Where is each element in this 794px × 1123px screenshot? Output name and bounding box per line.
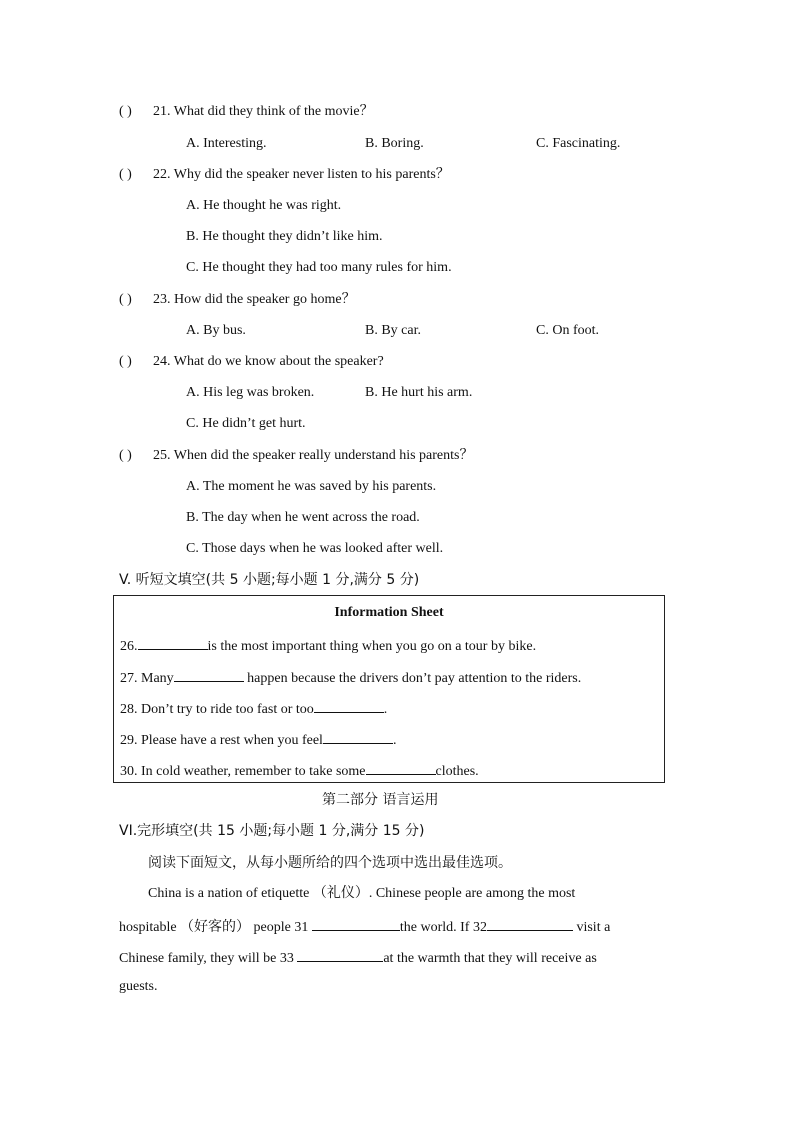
passage-line-3 [119,947,597,968]
fill-item-28 [120,698,387,719]
option-a: A. By bus. [186,323,246,338]
option-b: B. The day when he went across the road. [186,510,420,525]
passage-text: visit a [572,920,611,935]
item-suffix: happen because the drivers don’t pay attention to the riders. [243,671,582,686]
option-b: B. Boring. [365,136,424,151]
question-24 [119,353,384,371]
item-suffix: is the most important thing when you go on a tour by bike. [207,639,537,654]
passage-text: at the warmth that they will receive as [383,951,597,966]
item-suffix: . [383,702,388,717]
answer-blank[interactable] [314,698,384,713]
answer-blank[interactable] [138,635,208,650]
answer-paren: ( ) [119,167,132,182]
section-6-title: VI.完形填空(共 15 小题;每小题 1 分,满分 15 分) [119,823,425,839]
answer-blank[interactable] [323,729,393,744]
question-stem: 23. How did the speaker go home？ [153,292,356,307]
option-a: A. Interesting. [186,136,267,151]
option-b: B. By car. [365,323,421,338]
passage-text: the world. If 32 [399,920,487,935]
question-22 [119,166,450,184]
option-c: C. He thought they had too many rules for him. [186,260,452,275]
question-23 [119,291,356,309]
option-b: B. He hurt his arm. [365,385,473,400]
item-prefix: 26. [120,639,138,654]
passage-text: China is a nation of etiquette （礼仪）. Chinese people are among the most [148,886,576,901]
part-2-title: 第二部分 语言运用 [322,792,439,808]
answer-paren: ( ) [119,354,132,369]
passage-line-4: guests. [119,979,158,994]
cloze-blank-31[interactable] [312,916,400,931]
section-5-title: V. 听短文填空(共 5 小题;每小题 1 分,满分 5 分) [119,572,420,588]
option-b: B. He thought they didn’t like him. [186,229,383,244]
option-c: C. Those days when he was looked after well. [186,541,444,556]
question-25 [119,447,473,465]
option-c: C. On foot. [536,323,599,338]
item-suffix: . [392,733,397,748]
answer-blank[interactable] [174,667,244,682]
passage-text: hospitable （好客的） people 31 [119,920,312,935]
information-sheet [113,595,665,783]
option-a: A. His leg was broken. [186,385,315,400]
question-21 [119,103,374,121]
answer-paren: ( ) [119,292,132,307]
question-stem: 24. What do we know about the speaker? [153,354,384,369]
information-sheet-title: Information Sheet [334,605,444,620]
fill-item-29 [120,729,396,750]
option-c: C. Fascinating. [536,136,621,151]
answer-paren: ( ) [119,104,132,119]
cloze-blank-33[interactable] [297,947,383,962]
item-prefix: 27. Many [120,671,174,686]
option-a: A. The moment he was saved by his parents. [186,479,437,494]
cloze-blank-32[interactable] [487,916,573,931]
passage-line-2 [119,916,610,937]
question-stem: 25. When did the speaker really understand his parents？ [153,448,474,463]
item-prefix: 29. Please have a rest when you feel [120,733,323,748]
option-c: C. He didn’t get hurt. [186,416,306,431]
option-a: A. He thought he was right. [186,198,342,213]
fill-item-26 [120,635,536,656]
item-suffix: clothes. [435,764,479,779]
fill-item-30 [120,760,479,781]
passage-text: Chinese family, they will be 33 [119,951,298,966]
fill-item-27 [120,667,581,688]
item-prefix: 28. Don’t try to ride too fast or too [120,702,314,717]
question-stem: 22. Why did the speaker never listen to his parents？ [153,167,450,182]
answer-blank[interactable] [366,760,436,775]
section-6-instruction: 阅读下面短文，从每小题所给的四个选项中选出最佳选项。 [148,855,512,871]
question-stem: 21. What did they think of the movie？ [153,104,374,119]
passage-line-1 [148,885,575,903]
answer-paren: ( ) [119,448,132,463]
item-prefix: 30. In cold weather, remember to take some [120,764,366,779]
